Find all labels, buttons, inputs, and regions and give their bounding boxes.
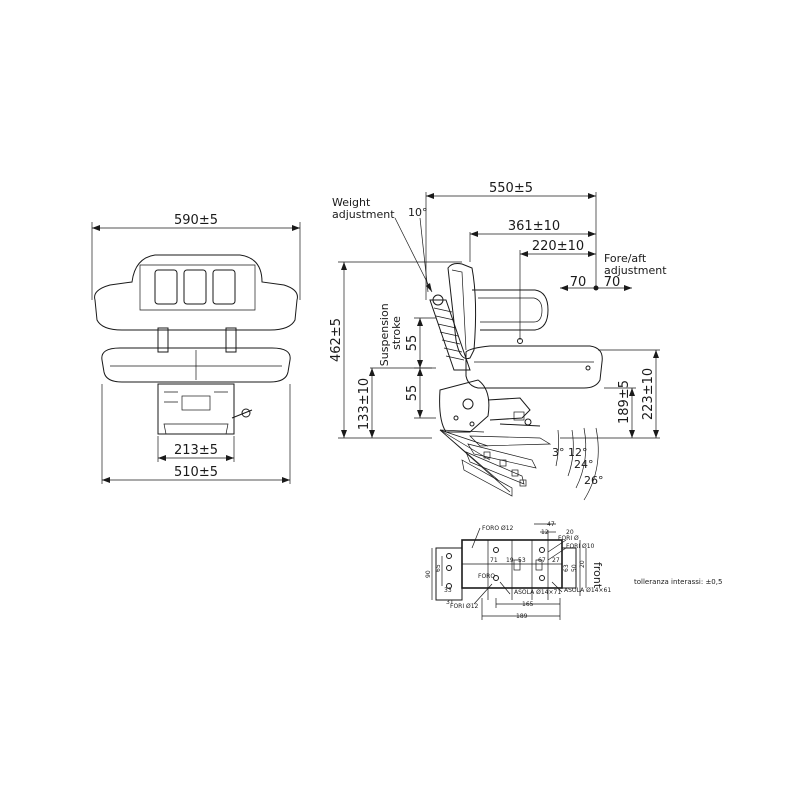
foro-12-top-label: FORO Ø12 — [482, 525, 514, 532]
fore-aft-adjustment-label: Fore/aft adjustment — [604, 252, 667, 277]
dim-47: 47 — [547, 521, 555, 528]
side-view — [329, 181, 667, 500]
dim-165: 165 — [522, 601, 534, 608]
dim-12: 12 — [541, 529, 549, 536]
tolerance-note: tolleranza interassi: ±0,5 — [634, 578, 723, 586]
fori-dot-label: FORI Ø — [558, 535, 579, 542]
height-189-label: 189±5 — [617, 380, 632, 424]
depth-220-label: 220±10 — [531, 239, 585, 254]
weight-adjustment-label: Weight adjustment — [332, 196, 395, 221]
front-width-top-label: 590±5 — [174, 213, 218, 228]
fori-12-bottom-label: FORI Ø12 — [450, 603, 479, 610]
stroke-up-label: 55 — [405, 334, 420, 352]
suspension-stroke-label: Suspension stroke — [378, 303, 403, 367]
dim-189: 189 — [516, 613, 528, 620]
dim-71: 71 — [490, 557, 498, 564]
mounting-plan — [425, 521, 722, 620]
depth-total-label: 550±5 — [489, 181, 533, 196]
height-133-label: 133±10 — [357, 377, 372, 431]
dim-31: 31 — [446, 599, 454, 606]
dim-53: 53 — [518, 557, 526, 564]
dim-19: 19 — [506, 557, 514, 564]
fore-right-label: 70 — [603, 275, 621, 290]
dim-20b: 20 — [579, 560, 586, 568]
asola-61-label: ASOLA Ø14×61 — [564, 587, 612, 594]
front-view — [92, 213, 300, 484]
fore-left-label: 70 — [569, 275, 587, 290]
angle-3-label: 3° — [552, 446, 565, 459]
dim-65: 65 — [435, 564, 442, 572]
angle-26-label: 26° — [584, 474, 604, 487]
front-width-bottom-label: 510±5 — [174, 465, 218, 480]
height-total-label: 462±5 — [329, 318, 344, 362]
dim-20a: 20 — [566, 529, 574, 536]
height-223-label: 223±10 — [641, 367, 656, 421]
foro-mid-label: FORO — [478, 573, 496, 580]
angle-10-label: 10° — [408, 206, 428, 219]
dim-63: 63 — [563, 564, 570, 572]
tilt-positions — [440, 430, 550, 496]
depth-361-label: 361±10 — [507, 219, 561, 234]
stroke-down-label: 55 — [405, 384, 420, 402]
dim-33: 33 — [444, 587, 452, 594]
angle-12-label: 12° — [568, 446, 588, 459]
dim-27: 27 — [552, 557, 560, 564]
asola-71-label: ASOLA Ø14×71 — [514, 589, 562, 596]
dim-50: 50 — [571, 564, 578, 572]
fori-10-label: FORI Ø10 — [566, 543, 595, 550]
angle-24-label: 24° — [574, 458, 594, 471]
front-direction-label: front — [591, 562, 604, 589]
dim-90: 90 — [425, 570, 432, 578]
dim-67: 67 — [538, 557, 546, 564]
front-width-base-label: 213±5 — [174, 443, 218, 458]
